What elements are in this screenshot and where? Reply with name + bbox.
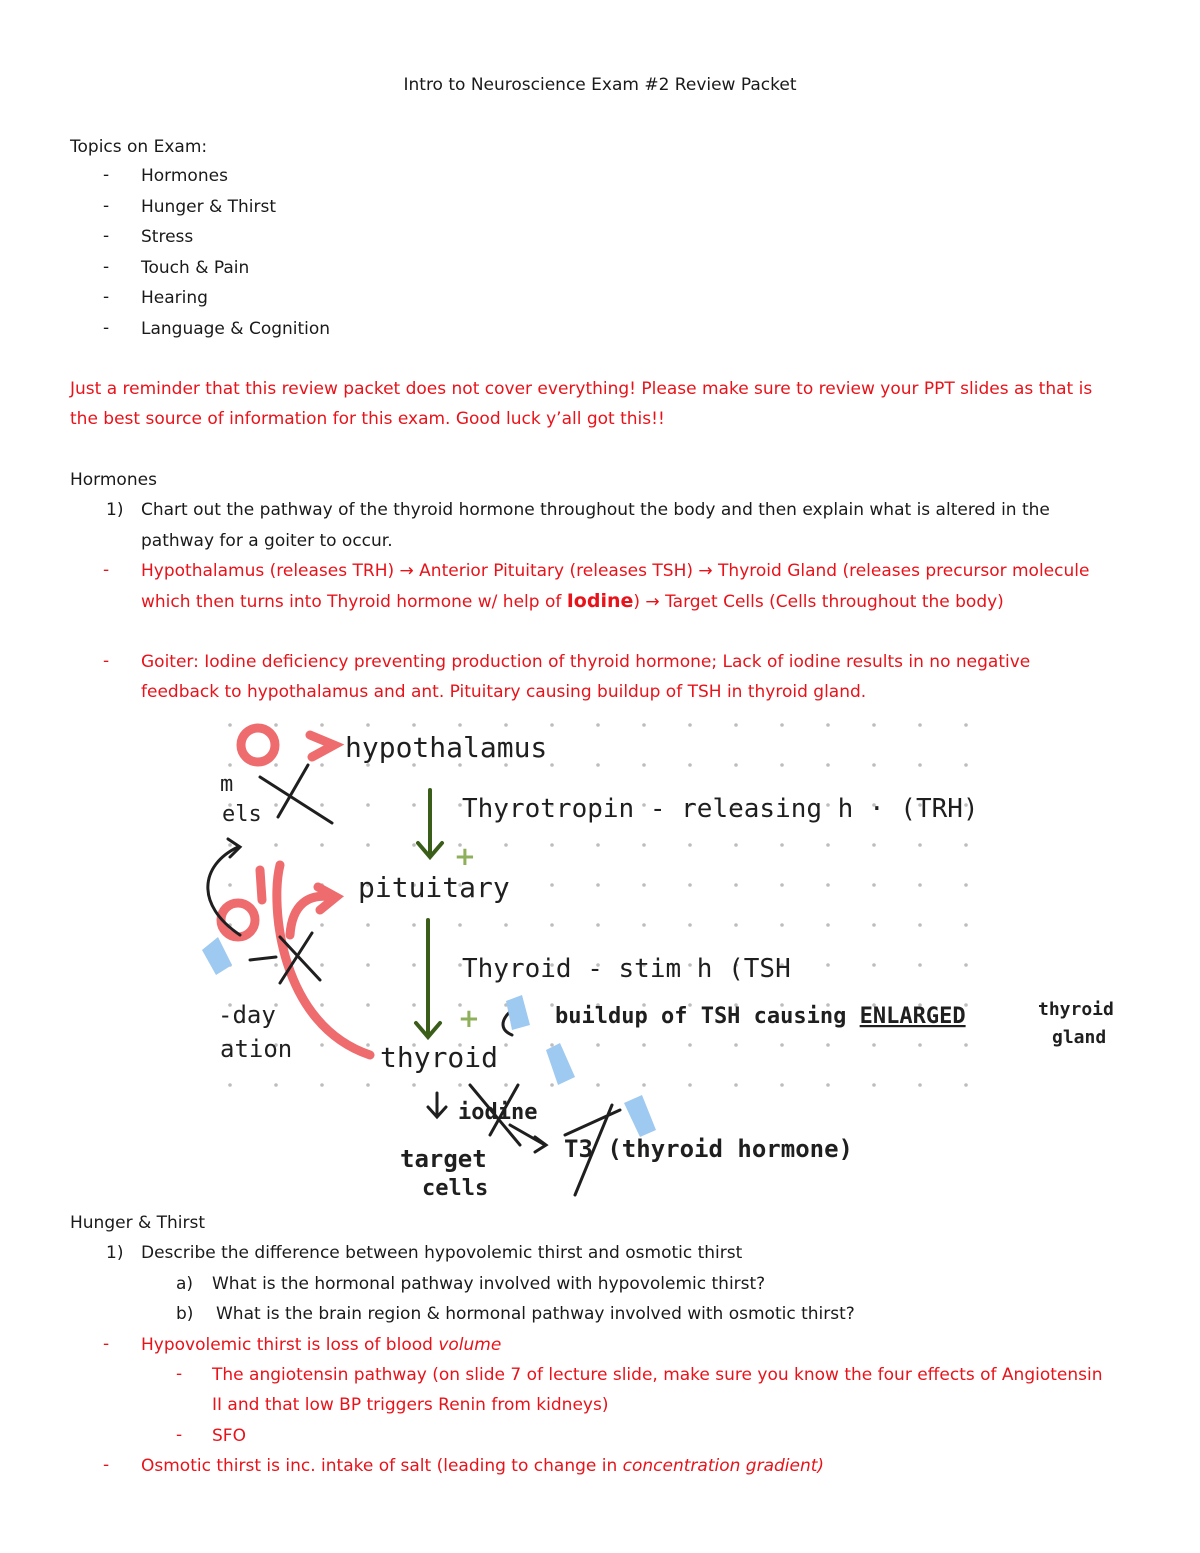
grid-dot <box>964 963 968 967</box>
grid-dot <box>918 963 922 967</box>
bullet-dash: - <box>103 287 110 307</box>
grid-dot <box>550 763 554 767</box>
dot-grid <box>228 723 968 1087</box>
grid-dot <box>780 1043 784 1047</box>
grid-dot <box>734 883 738 887</box>
grid-dot <box>504 1083 508 1087</box>
grid-dot <box>366 1043 370 1047</box>
bullet-dash: - <box>103 226 110 246</box>
label-trh: Thyrotropin - releasing h · (TRH) <box>462 794 979 824</box>
grid-dot <box>412 1003 416 1007</box>
grid-dot <box>734 723 738 727</box>
grid-dot <box>274 963 278 967</box>
osmotic-answer <box>141 1455 824 1477</box>
bullet-dash: - <box>103 651 110 671</box>
grid-dot <box>734 763 738 767</box>
grid-dot <box>872 723 876 727</box>
answer-italic: concentration gradient) <box>622 1456 825 1476</box>
grid-dot <box>274 723 278 727</box>
plus-sign: + <box>458 1004 480 1034</box>
label-target-1: target <box>400 1145 487 1173</box>
grid-dot <box>642 763 646 767</box>
grid-dot <box>780 1083 784 1087</box>
sketch-labels <box>218 731 1114 1201</box>
grid-dot <box>918 883 922 887</box>
grid-dot <box>872 923 876 927</box>
grid-dot <box>228 723 232 727</box>
grid-dot <box>412 723 416 727</box>
angiotensin-line-1: The angiotensin pathway (on slide 7 of lecture slide, make sure you know the four effects of Angiotensin <box>212 1365 1103 1385</box>
grid-dot <box>918 763 922 767</box>
grid-dot <box>228 883 232 887</box>
bullet-dash: - <box>103 560 110 580</box>
grid-dot <box>596 923 600 927</box>
hunger-question: Describe the difference between hypovolemic thirst and osmotic thirst <box>141 1243 743 1263</box>
label-thyroid-gland-2: gland <box>1052 1027 1107 1048</box>
grid-dot <box>596 843 600 847</box>
grid-dot <box>964 1043 968 1047</box>
red-mark <box>260 870 262 900</box>
grid-dot <box>872 1083 876 1087</box>
grid-dot <box>504 843 508 847</box>
grid-dot <box>320 1043 324 1047</box>
bullet-dash: - <box>103 165 110 185</box>
grid-dot <box>964 723 968 727</box>
hunger-heading: Hunger & Thirst <box>70 1213 206 1233</box>
topic-item: Stress <box>141 227 194 247</box>
hormones-question-line-1: Chart out the pathway of the thyroid hormone throughout the body and then explain what is altered in the <box>141 500 1050 520</box>
bullet-dash: - <box>103 196 110 216</box>
grid-dot <box>504 923 508 927</box>
black-arrow <box>250 957 276 960</box>
grid-dot <box>688 1043 692 1047</box>
grid-dot <box>964 843 968 847</box>
subquestion-a: What is the hormonal pathway involved with hypovolemic thirst? <box>212 1274 766 1294</box>
x-mark-top <box>260 765 332 823</box>
grid-dot <box>320 1083 324 1087</box>
iodine-bold-text: Iodine <box>566 590 634 612</box>
answer-text: Hypovolemic thirst is loss of blood <box>141 1335 439 1355</box>
grid-dot <box>826 923 830 927</box>
label-tsh: Thyroid - stim h (TSH <box>462 954 791 984</box>
grid-dot <box>504 723 508 727</box>
label-left-day: -day <box>218 1001 276 1029</box>
grid-dot <box>228 1083 232 1087</box>
pathway-answer-line-1: Hypothalamus (releases TRH) → Anterior Pituitary (releases TSH) → Thyroid Gland (releases precursor molecule <box>141 561 1090 581</box>
label-thyroid-gland-1: thyroid <box>1038 999 1114 1020</box>
iodine-arrow-head <box>535 1137 546 1152</box>
grid-dot <box>366 803 370 807</box>
red-arrow-top <box>310 735 334 757</box>
grid-dot <box>872 763 876 767</box>
grid-dot <box>228 763 232 767</box>
hormones-heading: Hormones <box>70 470 157 490</box>
grid-dot <box>642 723 646 727</box>
topics-heading: Topics on Exam: <box>70 137 208 157</box>
label-left-els: els <box>222 802 262 827</box>
grid-dot <box>550 723 554 727</box>
grid-dot <box>642 883 646 887</box>
pathway-arrows <box>416 790 442 1037</box>
grid-dot <box>688 1083 692 1087</box>
grid-dot <box>826 843 830 847</box>
grid-dot <box>642 923 646 927</box>
pathway-answer-text: which then turns into Thyroid hormone w/ help of <box>141 592 567 612</box>
subquestion-label: b) <box>176 1304 194 1324</box>
grid-dot <box>688 843 692 847</box>
grid-dot <box>274 1083 278 1087</box>
grid-dot <box>688 923 692 927</box>
grid-dot <box>320 763 324 767</box>
grid-dot <box>366 1003 370 1007</box>
grid-dot <box>320 1003 324 1007</box>
topic-item: Hunger & Thirst <box>141 197 277 217</box>
grid-dot <box>550 1043 554 1047</box>
answer-italic: volume <box>438 1335 502 1355</box>
grid-dot <box>826 1043 830 1047</box>
bullet-dash: - <box>176 1425 183 1445</box>
label-left-ation: ation <box>220 1035 293 1063</box>
minus-sign: − <box>248 735 264 756</box>
hypovolemic-answer <box>141 1334 501 1356</box>
grid-dot <box>412 843 416 847</box>
grid-dot <box>734 1083 738 1087</box>
pathway-answer-line-2 <box>141 590 1004 613</box>
plus-sign: + <box>454 842 476 872</box>
goiter-answer-line-1: Goiter: Iodine deficiency preventing production of thyroid hormone; Lack of iodine results in no negative <box>141 652 1031 672</box>
grid-dot <box>734 843 738 847</box>
topic-item: Hearing <box>141 288 208 308</box>
grid-dot <box>596 763 600 767</box>
subquestion-b: What is the brain region & hormonal pathway involved with osmotic thirst? <box>216 1304 855 1324</box>
grid-dot <box>412 803 416 807</box>
grid-dot <box>780 723 784 727</box>
label-target-2: cells <box>422 1176 489 1201</box>
grid-dot <box>412 923 416 927</box>
grid-dot <box>596 723 600 727</box>
grid-dot <box>366 723 370 727</box>
grid-dot <box>964 763 968 767</box>
grid-dot <box>228 843 232 847</box>
grid-dot <box>642 843 646 847</box>
grid-dot <box>780 763 784 767</box>
topic-item: Touch & Pain <box>141 258 250 278</box>
topic-item: Hormones <box>141 166 228 186</box>
answer-text: Osmotic thirst is inc. intake of salt (leading to change in <box>141 1456 623 1476</box>
label-hypothalamus: hypothalamus <box>345 731 548 764</box>
topic-item: Language & Cognition <box>141 319 331 339</box>
grid-dot <box>550 843 554 847</box>
label-buildup: buildup of TSH causing ENLARGED <box>555 1004 966 1029</box>
thyroid-pathway-sketch <box>200 705 1140 1210</box>
grid-dot <box>596 883 600 887</box>
grid-dot <box>734 923 738 927</box>
grid-dot <box>826 883 830 887</box>
grid-dot <box>642 1083 646 1087</box>
grid-dot <box>504 1043 508 1047</box>
sfo-answer: SFO <box>212 1426 246 1446</box>
pathway-answer-text: ) → Target Cells (Cells throughout the body) <box>633 592 1004 612</box>
grid-dot <box>918 923 922 927</box>
grid-dot <box>274 803 278 807</box>
grid-dot <box>964 883 968 887</box>
question-number: 1) <box>106 1243 124 1263</box>
grid-dot <box>780 883 784 887</box>
label-thyroid: thyroid <box>380 1041 499 1074</box>
page-title: Intro to Neuroscience Exam #2 Review Packet <box>403 75 797 95</box>
reminder-line-1: Just a reminder that this review packet does not cover everything! Please make sure to review your PPT slides as that is <box>70 379 1093 399</box>
grid-dot <box>458 1083 462 1087</box>
grid-dot <box>596 1083 600 1087</box>
question-number: 1) <box>106 500 124 520</box>
grid-dot <box>412 963 416 967</box>
blue-mark-2 <box>506 995 530 1030</box>
grid-dot <box>872 1043 876 1047</box>
grid-dot <box>366 923 370 927</box>
blue-mark-4 <box>624 1095 656 1137</box>
grid-dot <box>826 963 830 967</box>
grid-dot <box>550 923 554 927</box>
bullet-dash: - <box>103 257 110 277</box>
grid-dot <box>274 843 278 847</box>
grid-dot <box>872 843 876 847</box>
bullet-dash: - <box>103 1334 110 1354</box>
grid-dot <box>688 883 692 887</box>
grid-dot <box>320 803 324 807</box>
grid-dot <box>412 1083 416 1087</box>
grid-dot <box>458 723 462 727</box>
grid-dot <box>872 883 876 887</box>
subquestion-label: a) <box>176 1274 194 1294</box>
grid-dot <box>274 763 278 767</box>
grid-dot <box>688 723 692 727</box>
grid-dot <box>918 1043 922 1047</box>
grid-dot <box>826 763 830 767</box>
label-t3: T3 (thyroid hormone) <box>564 1135 853 1163</box>
grid-dot <box>872 963 876 967</box>
grid-dot <box>780 843 784 847</box>
grid-dot <box>734 1043 738 1047</box>
bullet-dash: - <box>176 1364 183 1384</box>
grid-dot <box>688 763 692 767</box>
hormones-question-line-2: pathway for a goiter to occur. <box>141 531 393 551</box>
grid-dot <box>550 1003 554 1007</box>
grid-dot <box>642 1043 646 1047</box>
bullet-dash: - <box>103 318 110 338</box>
grid-dot <box>964 923 968 927</box>
grid-dot <box>320 723 324 727</box>
grid-dot <box>918 723 922 727</box>
grid-dot <box>550 883 554 887</box>
grid-dot <box>366 963 370 967</box>
grid-dot <box>918 843 922 847</box>
bullet-dash: - <box>103 1455 110 1475</box>
grid-dot <box>826 1083 830 1087</box>
grid-dot <box>964 1083 968 1087</box>
grid-dot <box>320 923 324 927</box>
label-pituitary: pituitary <box>358 871 510 904</box>
blue-mark-3 <box>546 1043 575 1085</box>
blue-mark-1 <box>202 937 232 975</box>
minus-sign: − <box>229 910 245 931</box>
angiotensin-line-2: II and that low BP triggers Renin from kidneys) <box>212 1395 609 1415</box>
grid-dot <box>458 923 462 927</box>
grid-dot <box>366 843 370 847</box>
goiter-answer-line-2: feedback to hypothalamus and ant. Pituitary causing buildup of TSH in thyroid gland. <box>141 682 867 702</box>
grid-dot <box>366 1083 370 1087</box>
label-iodine: iodine <box>458 1100 538 1125</box>
grid-dot <box>320 963 324 967</box>
grid-dot <box>550 1083 554 1087</box>
reminder-line-2: the best source of information for this exam. Good luck y’all got this!! <box>70 409 665 429</box>
grid-dot <box>320 843 324 847</box>
grid-dot <box>918 1083 922 1087</box>
grid-dot <box>826 723 830 727</box>
grid-dot <box>596 1043 600 1047</box>
grid-dot <box>780 923 784 927</box>
label-left-m: m <box>220 772 234 797</box>
